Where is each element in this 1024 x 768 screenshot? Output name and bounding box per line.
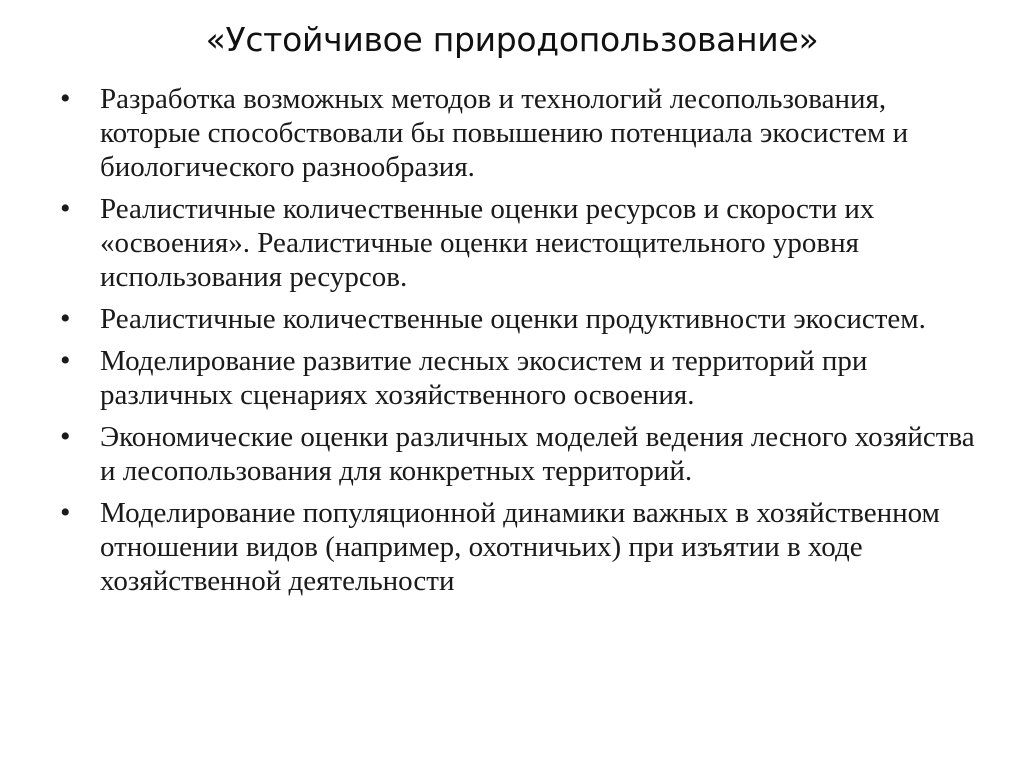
bullet-icon: • bbox=[60, 496, 71, 529]
bullet-text: Реалистичные количественные оценки продуктивности экосистем. bbox=[100, 303, 926, 335]
list-item bbox=[60, 496, 990, 598]
bullet-text: Реалистичные количественные оценки ресурсов и скорости их «освоения». Реалистичные оценки неистощительного уровня использования ресурсов. bbox=[100, 193, 875, 293]
slide-title: «Устойчивое природопользование» bbox=[205, 20, 819, 59]
list-item bbox=[60, 344, 990, 412]
bullet-text: Экономические оценки различных моделей ведения лесного хозяйства и лесопользования для конкретных территорий. bbox=[100, 421, 975, 487]
list-item bbox=[60, 192, 990, 294]
bullet-icon: • bbox=[60, 82, 71, 115]
bullet-list bbox=[60, 82, 990, 606]
list-item bbox=[60, 82, 990, 184]
list-item bbox=[60, 302, 990, 336]
bullet-text: Моделирование развитие лесных экосистем и территорий при различных сценариях хозяйственного освоения. bbox=[100, 345, 868, 411]
bullet-text: Моделирование популяционной динамики важных в хозяйственном отношении видов (например, охотничьих) при изъятии в ходе хозяйственной деятельности bbox=[100, 497, 940, 597]
bullet-icon: • bbox=[60, 344, 71, 377]
bullet-text: Разработка возможных методов и технологий лесопользования, которые способствовали бы повышению потенциала экосистем и биологического разнообразия. bbox=[100, 83, 909, 183]
bullet-icon: • bbox=[60, 192, 71, 225]
list-item bbox=[60, 420, 990, 488]
bullet-icon: • bbox=[60, 302, 71, 335]
bullet-icon: • bbox=[60, 420, 71, 453]
